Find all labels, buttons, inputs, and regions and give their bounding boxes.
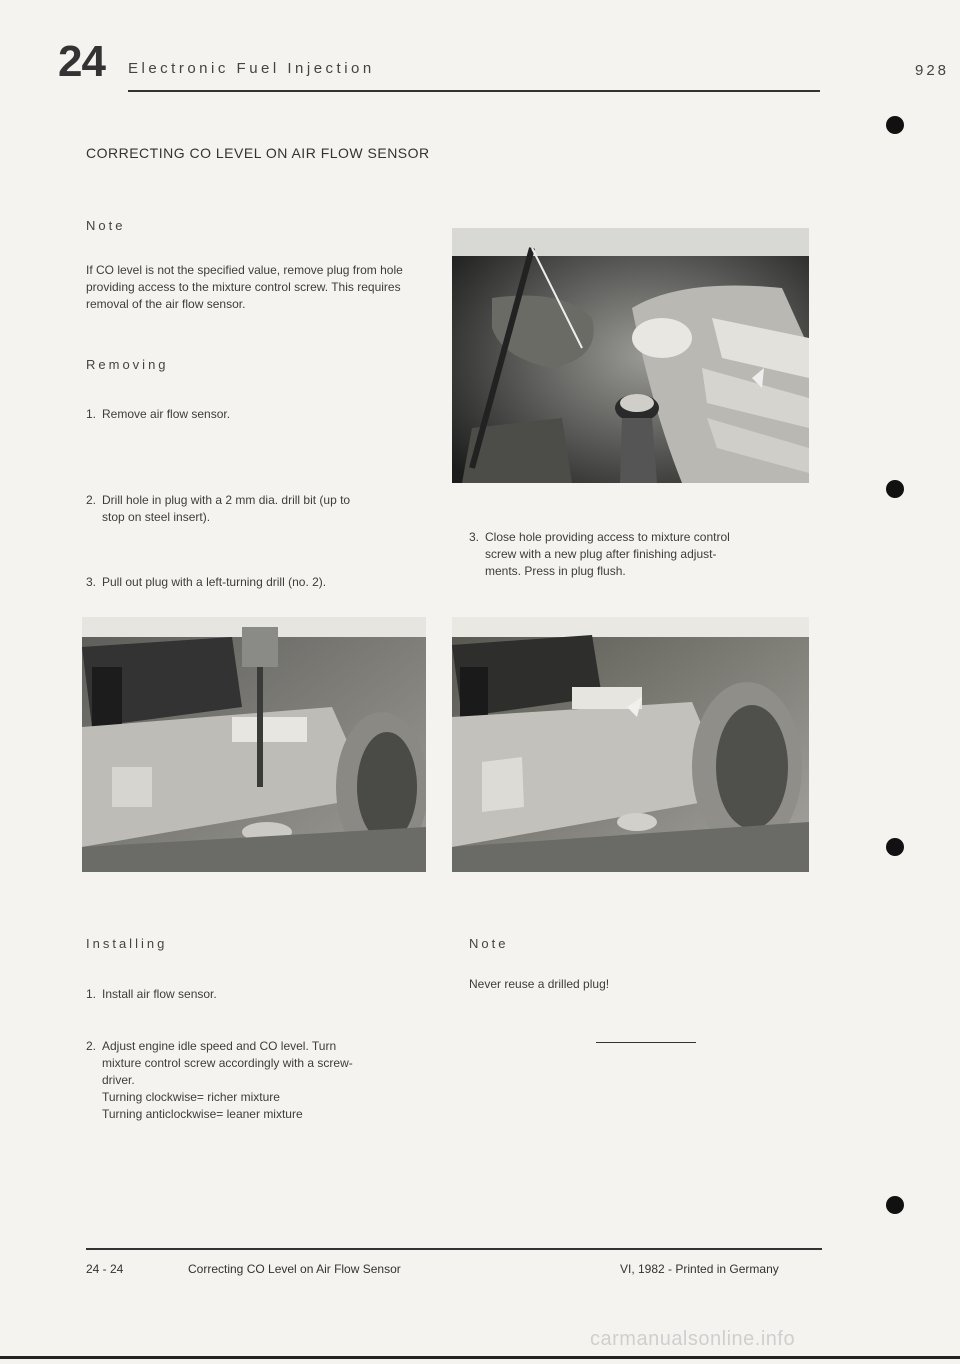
step-text-line-3: driver. bbox=[102, 1073, 135, 1087]
step-text-line-2: screw with a new plug after finishing adjust- bbox=[485, 547, 717, 561]
removing-heading: Removing bbox=[86, 357, 169, 372]
edition: VI, 1982 - Printed in Germany bbox=[620, 1262, 779, 1276]
footer-rule bbox=[86, 1248, 822, 1250]
model-number: 928 bbox=[915, 62, 950, 79]
clockwise-row bbox=[86, 1089, 456, 1106]
drilling-illustration bbox=[82, 617, 426, 872]
section-title: CORRECTING CO LEVEL ON AIR FLOW SENSOR bbox=[86, 145, 430, 161]
step-number: 2. bbox=[86, 493, 97, 507]
step-text-line-3: ments. Press in plug flush. bbox=[485, 564, 626, 578]
note-heading-2: Note bbox=[469, 936, 509, 951]
installing-step-2 bbox=[86, 1038, 456, 1123]
installing-step-3 bbox=[469, 529, 829, 580]
clockwise-value: = richer mixture bbox=[196, 1090, 280, 1104]
clockwise-label: Turning clockwise bbox=[102, 1090, 197, 1104]
step-text: Adjust engine idle speed and CO level. Turn bbox=[102, 1039, 337, 1053]
note-text-2: Never reuse a drilled plug! bbox=[469, 977, 610, 991]
binding-hole bbox=[886, 1196, 904, 1214]
step-number: 3. bbox=[86, 575, 97, 589]
installing-step-1 bbox=[86, 986, 446, 1003]
note-heading: Note bbox=[86, 218, 126, 233]
new-plug-photo bbox=[452, 617, 809, 872]
scan-edge bbox=[0, 1356, 960, 1359]
anticlockwise-label: Turning anticlockwise bbox=[102, 1107, 217, 1121]
removing-step-1 bbox=[86, 406, 446, 423]
installing-heading: Installing bbox=[86, 936, 168, 951]
step-number: 1. bbox=[86, 987, 97, 1001]
anticlockwise-value: = leaner mixture bbox=[216, 1107, 303, 1121]
header-rule bbox=[128, 90, 820, 92]
step-text: Install air flow sensor. bbox=[102, 987, 217, 1001]
engine-bay-illustration bbox=[452, 228, 809, 483]
removing-step-3 bbox=[86, 574, 446, 591]
chapter-title: Electronic Fuel Injection bbox=[128, 60, 375, 77]
step-number: 2. bbox=[86, 1039, 97, 1053]
section-end-rule bbox=[596, 1042, 696, 1043]
step-text-continued: stop on steel insert). bbox=[102, 510, 211, 524]
engine-bay-photo bbox=[452, 228, 809, 483]
watermark: carmanualsonline.info bbox=[590, 1328, 796, 1350]
footer-title: Correcting CO Level on Air Flow Sensor bbox=[188, 1262, 401, 1276]
note-text: If CO level is not the specified value, remove plug from hole providing access to the mixture control screw. This requires removal of the air flow sensor. bbox=[86, 263, 403, 311]
page-number: 24 - 24 bbox=[86, 1262, 124, 1276]
step-number: 1. bbox=[86, 407, 97, 421]
step-text-line-2: mixture control screw accordingly with a screw- bbox=[102, 1056, 353, 1070]
removing-step-2 bbox=[86, 492, 456, 526]
step-number: 3. bbox=[469, 530, 480, 544]
anticlockwise-row bbox=[86, 1106, 456, 1123]
binding-hole bbox=[886, 838, 904, 856]
binding-hole bbox=[886, 480, 904, 498]
step-text: Pull out plug with a left-turning drill (no. 2). bbox=[102, 575, 327, 589]
new-plug-illustration bbox=[452, 617, 809, 872]
binding-hole bbox=[886, 116, 904, 134]
step-text: Drill hole in plug with a 2 mm dia. drill bit (up to bbox=[102, 493, 351, 507]
step-text: Remove air flow sensor. bbox=[102, 407, 231, 421]
drilling-plug-photo bbox=[82, 617, 426, 872]
step-text: Close hole providing access to mixture control bbox=[485, 530, 730, 544]
chapter-number: 24 bbox=[58, 37, 105, 86]
